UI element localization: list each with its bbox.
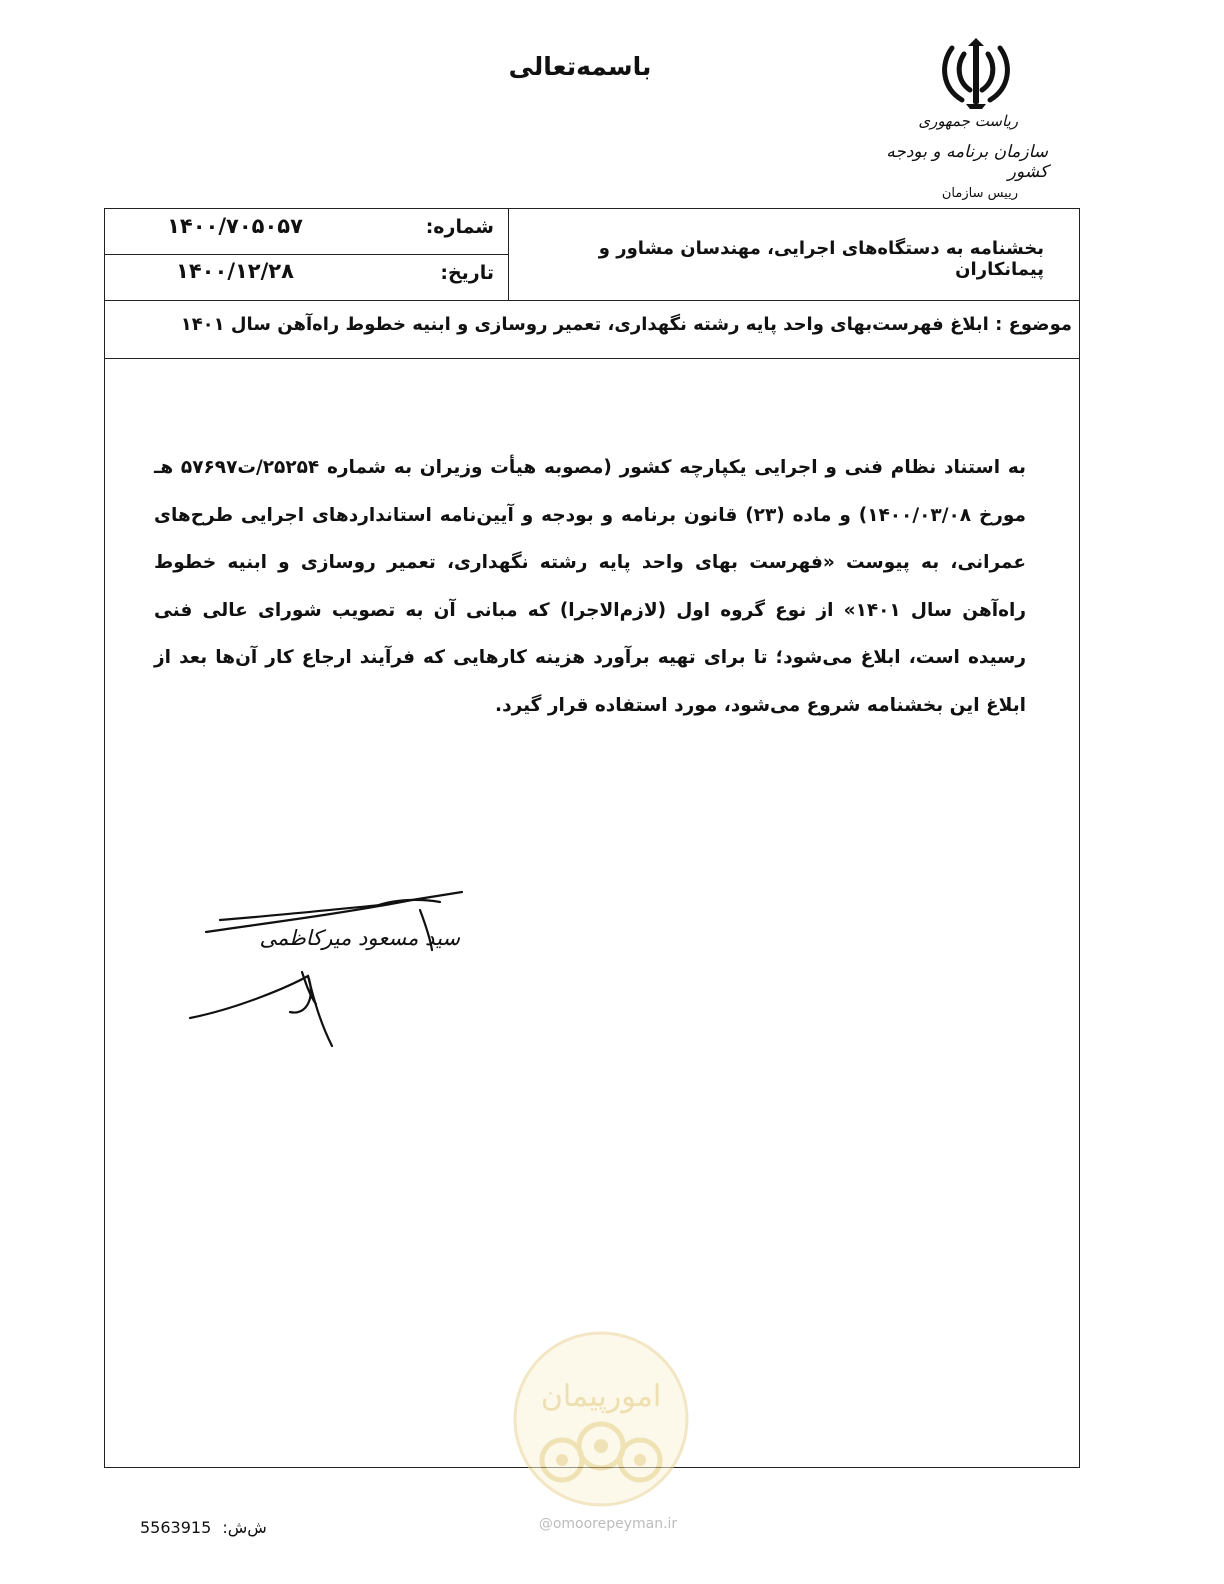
signatory-name: سید مسعود میرکاظمی — [259, 926, 460, 950]
number-value: ۱۴۰۰/۷۰۵۰۵۷ — [167, 214, 303, 238]
org-line-organization: سازمان برنامه و بودجه کشور — [886, 142, 1048, 182]
letter-frame — [104, 208, 1080, 1468]
letter-body: به استناد نظام فنی و اجرایی یکپارچه کشور (مصوبه هیأت وزیران به شماره ۲۵۲۵۴/ت۵۷۶۹۷ هـ مورخ ۱۴۰۰/۰۳/۰۸) و ماده (۲۳) قانون برنامه و بودجه و آیین‌نامه استانداردهای اجرایی طرح‌های عمرانی، به پیوست «فهرست بهای واحد پایه رشته نگهداری، تعمیر روسازی و ابنیه خطوط راه‌آهن سال ۱۴۰۱» از نوع گروه اول (لازم‌الاجرا) که مبانی آن به تصویب شورای عالی فنی رسیده است، ابلاغ می‌شود؛ تا برای تهیه برآورد هزینه کارهایی که فرآیند ارجاع کار آن‌ها بعد از ابلاغ این بخشنامه شروع می‌شود، مورد استفاده قرار گیرد. — [154, 457, 1026, 716]
watermark-logo-icon — [510, 1328, 692, 1510]
recipients-line: بخشنامه به دستگاه‌های اجرایی، مهندسان مشاور و پیمانکاران — [598, 238, 1044, 280]
date-value: ۱۴۰۰/۱۲/۲۸ — [176, 259, 294, 283]
subject-bottom-line — [105, 358, 1079, 359]
serial-value: 5563915 — [140, 1518, 212, 1537]
org-line-presidency: ریاست جمهوری — [918, 112, 1018, 130]
document-invocation: باسمه‌تعالی — [508, 52, 652, 81]
serial-label: ش‌ش: — [222, 1518, 267, 1537]
watermark-logo-text: امورپیمان — [540, 1379, 662, 1414]
signature-scribble — [180, 880, 480, 1060]
date-label: تاریخ: — [440, 262, 494, 284]
subject-line: موضوع : ابلاغ فهرست‌بهای واحد پایه رشته نگهداری، تعمیر روسازی و ابنیه خطوط راه‌آهن سال ۱۴۰۱ — [180, 314, 1072, 335]
watermark-url: @omoorepeyman.ir — [538, 1516, 678, 1532]
footer-serial — [140, 1518, 270, 1537]
number-label: شماره: — [425, 216, 494, 238]
header-divider — [508, 209, 509, 301]
meta-divider — [105, 254, 509, 255]
recipients-bottom-line — [105, 300, 1079, 301]
iran-emblem-icon — [938, 38, 1014, 110]
org-role: رییس سازمان — [941, 186, 1018, 201]
